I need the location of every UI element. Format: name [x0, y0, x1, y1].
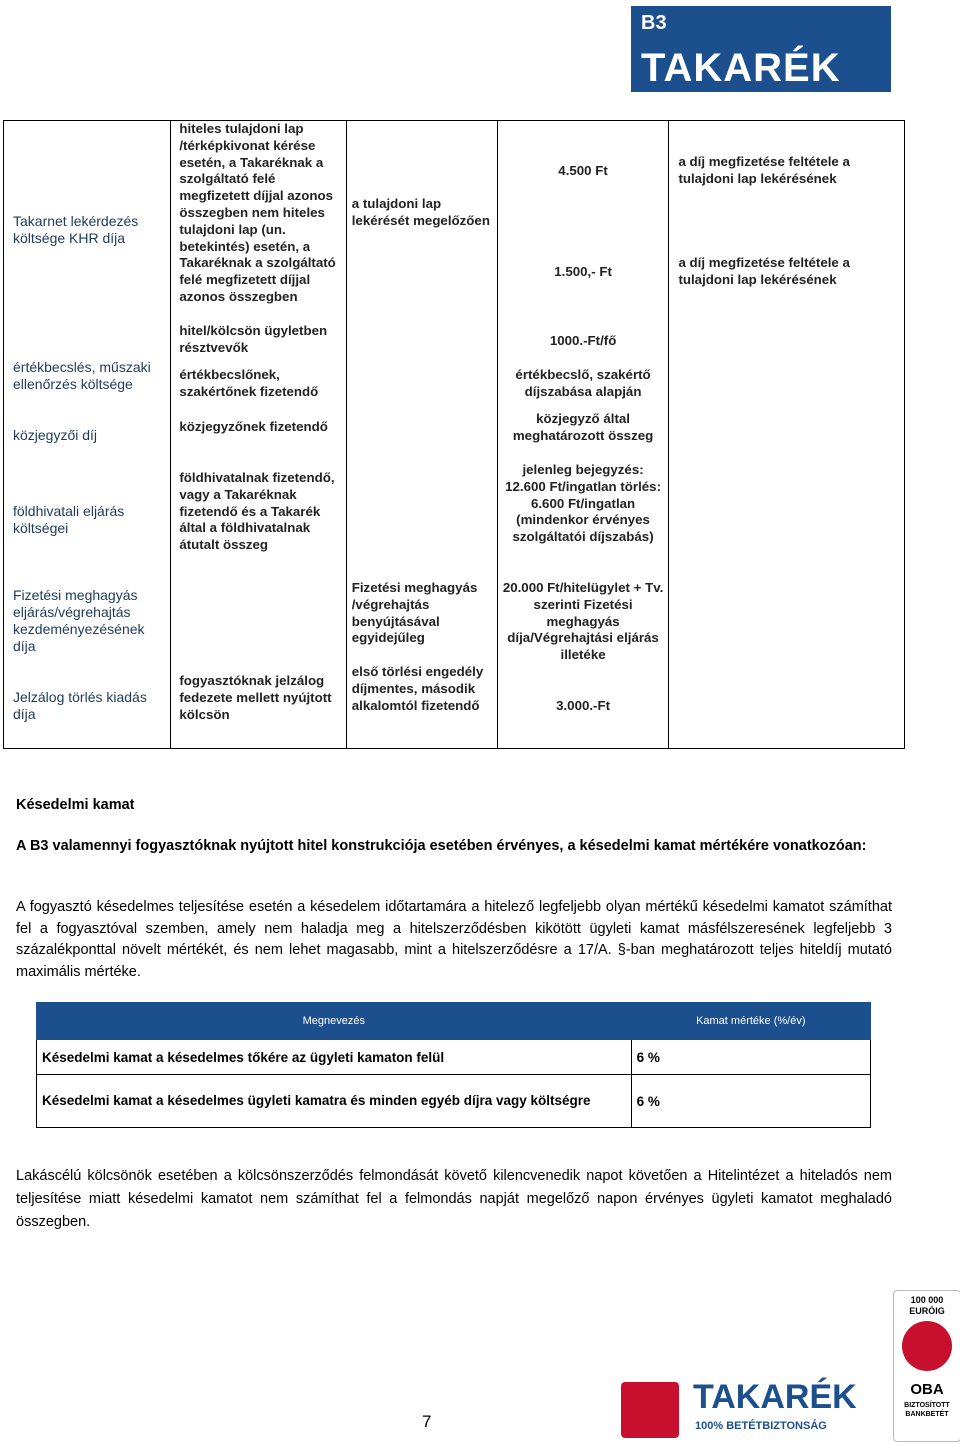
takarek-footer-logo	[621, 1378, 857, 1440]
fee-label-notary: közjegyzői díj	[13, 427, 98, 443]
fee-label-valuation: értékbecslés, műszaki ellenőrzés költsége	[13, 359, 151, 392]
logo-brand-text: TAKARÉK	[641, 46, 841, 90]
late-interest-body: A fogyasztó késedelmes teljesítése esetén a késedelem időtartamára a hitelező legfeljebb olyan mértékű késedelmi kamatot számíthat fel a fogyasztóval szemben, amely nem haladja meg a hitelszerződésben kikötött ügyleti kamat másfélszeresének legfeljebb 3 százalékponttal növelt mértékét, és nem lehet magasabb, mint a hitelszerződésre a 17/A. §-ban meghatározott teljes hiteldíj mutató maximális mértéke.	[16, 899, 892, 980]
fee-note-betekintes: a díj megfizetése feltétele a tulajdoni lap lekérésének	[678, 255, 850, 287]
fee-amount-hiteles: 4.500 Ft	[558, 163, 608, 178]
badge-amount: 100 000 EURÓIG	[909, 1295, 945, 1316]
header-name: Megnevezés	[37, 1003, 632, 1040]
page-number: 7	[422, 1412, 432, 1431]
late-interest-table	[36, 1002, 871, 1128]
fee-condition-mortgage: fogyasztóknak jelzálog fedezete mellett nyújtott kölcsön	[179, 673, 332, 722]
fee-timing-mortgage-release: első törlési engedély díjmentes, második alkalomtól fizetendő	[351, 664, 484, 713]
fee-amount-notary: közjegyző által meghatározott összeg	[512, 411, 654, 443]
fee-conditions-column	[171, 121, 346, 749]
fee-amount-khr: 1000.-Ft/fő	[549, 333, 617, 348]
rate-name: Késedelmi kamat a késedelmes tőkére az ügyleti kamaton felül	[37, 1040, 632, 1075]
fee-amount-column	[498, 121, 669, 749]
fee-label-mortgage-release: Jelzálog törlés kiadás díja	[13, 689, 147, 722]
oba-badge	[893, 1290, 960, 1442]
fee-timing-title-deed: a tulajdoni lap lekérését megelőzően	[351, 196, 490, 228]
fee-notes-column	[669, 121, 905, 749]
takarek-mark-icon	[621, 1382, 679, 1438]
table-row	[37, 1040, 871, 1075]
fee-amount-valuation: értékbecslő, szakértő díjszabása alapján	[515, 367, 651, 399]
fee-label-takarnet: Takarnet lekérdezés költsége KHR díja	[13, 213, 139, 246]
footer-logo-tagline: 100% BETÉTBIZTONSÁG	[695, 1420, 827, 1432]
fee-timing-column	[346, 121, 497, 749]
badge-brand: OBA	[910, 1381, 944, 1398]
fee-amount-payment-order: 20.000 Ft/hitelügylet + Tv. szerinti Fizetési meghagyás díja/Végrehajtási eljárás illetéke	[502, 580, 664, 663]
rate-name: Késedelmi kamat a késedelmes ügyleti kamatra és minden egyéb díjra vagy költségre	[37, 1075, 632, 1128]
fee-amount-betekintes: 1.500,- Ft	[554, 264, 612, 279]
fee-timing-payment-order: Fizetési meghagyás /végrehajtás benyújtásával egyidejűleg	[351, 580, 478, 646]
table-row	[37, 1075, 871, 1128]
late-interest-intro: A B3 valamennyi fogyasztóknak nyújtott hitel konstrukciója esetében érvényes, a késedelmi kamat mértékére vonatkozóan:	[16, 838, 867, 854]
badge-subtitle: BIZTOSÍTOTT BANKBETÉT	[904, 1402, 950, 1418]
late-interest-heading: Késedelmi kamat	[16, 797, 135, 813]
footer-logo-name: TAKARÉK	[693, 1378, 857, 1416]
fee-amount-land-office: jelenleg bejegyzés: 12.600 Ft/ingatlan törlés: 6.600 Ft/ingatlan (mindenkor érvényes szolgáltatói díjszabás)	[505, 462, 662, 545]
badge-emblem-icon	[902, 1321, 952, 1371]
fee-table	[3, 120, 905, 749]
fee-condition-valuer: értékbecslőnek, szakértőnek fizetendő	[179, 367, 319, 399]
fee-label-payment-order: Fizetési meghagyás eljárás/végrehajtás kezdeményezésének díja	[13, 587, 145, 654]
fee-condition-participants: hitel/kölcsön ügyletben résztvevők	[179, 323, 328, 355]
logo-b3-text: B3	[641, 12, 667, 34]
fee-condition-land-office: földhivatalnak fizetendő, vagy a Takaréknak fizetendő és a Takarék által a földhivatalnak átutalt összeg	[179, 470, 335, 553]
fee-labels-column	[4, 121, 171, 749]
fee-amount-mortgage-release: 3.000.-Ft	[556, 698, 611, 713]
header-rate: Kamat mértéke (%/év)	[631, 1003, 870, 1040]
b3-takarek-logo	[631, 6, 891, 92]
closing-paragraph: Lakáscélú kölcsönök esetében a kölcsönszerződés felmondását követő kilencvenedik napot követően a Hitelintézet a hiteladós nem teljesítése miatt késedelmi kamatot nem számíthat fel a felmondás napját megelőző napon érvényes ügyleti kamatot meghaladó összegben.	[16, 1168, 892, 1230]
fee-label-land-office: földhivatali eljárás költségei	[13, 503, 125, 536]
rate-value: 6 %	[631, 1075, 870, 1128]
fee-note-hiteles: a díj megfizetése feltétele a tulajdoni lap lekérésének	[678, 154, 850, 186]
fee-condition-notary: közjegyzőnek fizetendő	[179, 419, 328, 434]
rate-value: 6 %	[631, 1040, 870, 1075]
fee-condition-title-deed: hiteles tulajdoni lap /térképkivonat kérése esetén, a Takaréknak a szolgáltató felé megfizetett díjjal azonos összegben nem hiteles tulajdoni lap (un. betekintés) esetén, a Takaréknak a szolgáltató felé megfizetett díjjal azonos összegben	[179, 121, 336, 304]
